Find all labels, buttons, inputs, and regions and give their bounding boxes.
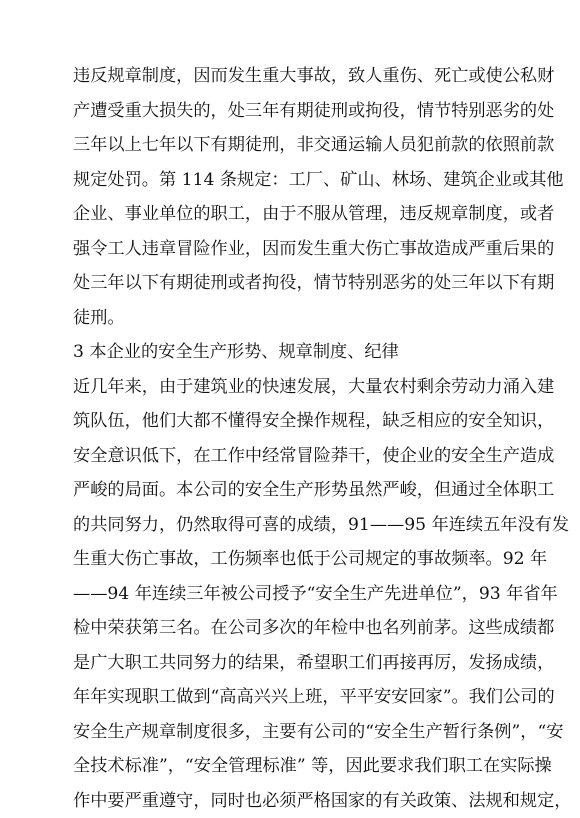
text-line: 全技术标准”，“安全管理标准” 等，因此要求我们职工在实际操 [73,756,552,776]
text-line: 产遭受重大损失的，处三年有期徒刑或拘役，情节特别恶劣的处 [73,101,555,121]
text-line: 企业、事业单位的职工，由于不服从管理，违反规章制度，或者 [73,204,555,224]
section-heading: 3 本企业的安全生产形势、规章制度、纪律 [73,342,399,362]
text-line: 年年实现职工做到“高高兴兴上班，平平安安回家”。我们公司的 [73,687,555,707]
text-line: 严峻的局面。本公司的安全生产形势虽然严峻，但通过全体职工 [73,480,555,500]
text-line: 检中荣获第三名。在公司多次的年检中也名列前茅。这些成绩都 [73,618,555,638]
text-line: 三年以上七年以下有期徒刑，非交通运输人员犯前款的依照前款 [73,135,555,155]
text-line: 近几年来，由于建筑业的快速发展，大量农村剩余劳动力涌入建 [73,377,555,397]
text-line: 违反规章制度，因而发生重大事故，致人重伤、死亡或使公私财 [73,66,555,86]
text-line: 筑队伍，他们大都不懂得安全操作规程，缺乏相应的安全知识， [73,411,555,431]
text-line: ——94 年连续三年被公司授予“安全生产先进单位”，93 年省年 [73,584,558,604]
text-line: 徒刑。 [73,308,125,328]
text-line: 处三年以下有期徒刑或者拘役，情节特别恶劣的处三年以下有期 [73,273,555,293]
text-line: 安全意识低下，在工作中经常冒险莽干，使企业的安全生产造成 [73,446,555,466]
text-line: 安全生产规章制度很多，主要有公司的“安全生产暂行条例”，“安 [73,722,564,742]
text-line: 生重大伤亡事故，工伤频率也低于公司规定的事故频率。92 年 [73,549,548,569]
text-line: 是广大职工共同努力的结果，希望职工们再接再厉，发扬成绩， [73,653,555,673]
text-line: 作中要严重遵守，同时也必须严格国家的有关政策、法规和规定， [73,791,572,811]
text-line: 规定处罚。第 114 条规定：工厂、矿山、林场、建筑企业或其他 [73,170,564,190]
text-line: 的共同努力，仍然取得可喜的成绩，91——95 年连续五年没有发 [73,515,570,535]
text-line: 强令工人违章冒险作业，因而发生重大伤亡事故造成严重后果的 [73,239,555,259]
